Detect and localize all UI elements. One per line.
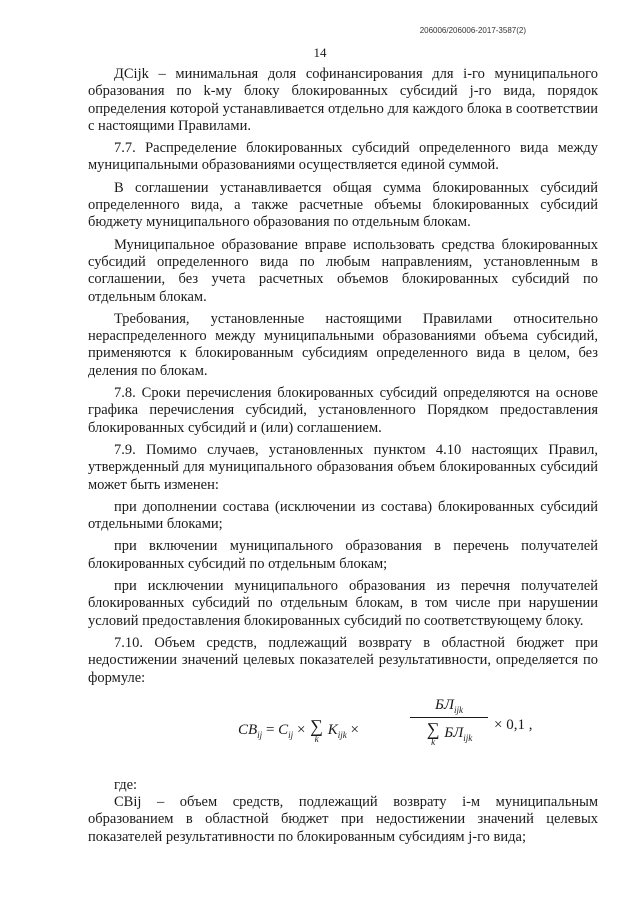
page-number: 14 [313, 45, 327, 60]
fraction-numerator: $БЛ_{ijk}$ [434, 696, 463, 715]
paragraph-7-9: 7.9. Помимо случаев, установленных пунктом 4.10 настоящих Правил, утвержденный для муниципального образования объем блокированных субсидий может быть изменен: [88, 441, 598, 493]
paragraph-where: где: [114, 776, 138, 793]
paragraph-municipal-right: Муниципальное образование вправе использовать средства блокированных субсидий определенного вида по любым направлениям, установленным в соглашении, без учета расчетных объемов блокированных субсидий по отдельным блокам. [88, 236, 598, 305]
refund-formula [88, 695, 598, 753]
paragraph-requirements: Требования, установленные настоящими Правилами относительно нераспределенного между муниципальными образованиями объема субсидий, применяются к блокированным субсидиям определенного вида в целом, без деления по блокам. [88, 310, 598, 379]
paragraph-case-add-blocks: при дополнении состава (исключении из состава) блокированных субсидий отдельными блоками; [88, 498, 598, 533]
formula-left-part: $CB_{ij} = C_{ij}$ × ∑ k $K_{ijk}$ × [238, 715, 359, 744]
paragraph-dsijk-definition: ДСijk – минимальная доля софинансирования для i-го муниципального образования по k-му блоку блокированных субсидий j-го вида, порядок определения которой устанавливается отдельно для каждого блока в соответствии с настоящими Правилами. [88, 66, 598, 134]
paragraph-agreement-total: В соглашении устанавливается общая сумма блокированных субсидий определенного вида, а также расчетные объемы блокированных субсидий бюджету муниципального образования по отдельным блокам. [88, 179, 598, 231]
paragraph-7-8: 7.8. Сроки перечисления блокированных субсидий определяются на основе графика перечисления субсидий, установленного Порядком предоставления блокированных субсидий и (или) соглашением. [88, 385, 598, 436]
paragraph-7-7: 7.7. Распределение блокированных субсидий определенного вида между муниципальными образованиями осуществляется единой суммой. [88, 140, 598, 174]
paragraph-7-10: 7.10. Объем средств, подлежащий возврату в областной бюджет при недостижении значений целевых показателей результативности, определяется по формуле: [88, 634, 598, 686]
sigma-sum-k: ∑ k [310, 715, 323, 744]
paragraph-case-include: при включении муниципального образования в перечень получателей блокированных субсидий по отдельным блокам; [88, 538, 598, 572]
paragraph-case-exclude: при исключении муниципального образования из перечня получателей блокированных субсидий по отдельным блокам, в том числе при нарушении условий предоставления блокированных субсидий по соответствующему блоку. [88, 578, 598, 629]
formula-fraction [410, 697, 488, 747]
fraction-denominator: ∑ k $БЛ_{ijk}$ [426, 718, 473, 747]
fraction-bar [410, 717, 488, 718]
formula-factor: × 0,1 , [494, 716, 533, 733]
document-id: 206006/206006-2017-3587(2) [419, 26, 526, 35]
document-body [88, 66, 598, 846]
paragraph-cbij-definition: CBij – объем средств, подлежащий возврату i-м муниципальным образованием в областной бюджет при недостижении значений целевых показателей результативности по блокированным субсидиям j-го вида; [88, 794, 598, 845]
